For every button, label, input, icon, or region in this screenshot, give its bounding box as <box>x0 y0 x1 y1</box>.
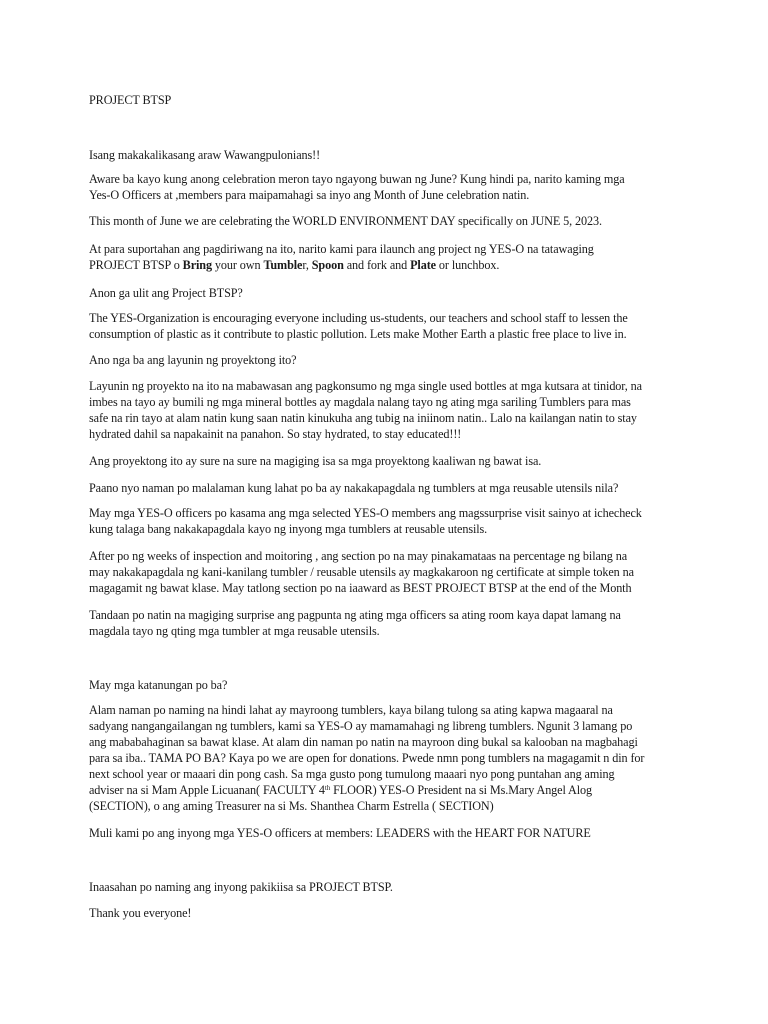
text-run: r, <box>302 258 312 272</box>
text-line: ang mababahaginan sa bawat klase. At alam din naman po natin na mayroon ding bukal sa kalooban na magbahagi <box>89 735 638 749</box>
text-run: your own <box>211 258 264 272</box>
document-title: PROJECT BTSP <box>89 93 172 107</box>
text-line: (SECTION), o ang aming Treasurer na si Ms. Shanthea Charm Estrella ( SECTION) <box>89 799 494 813</box>
text-line <box>89 258 679 274</box>
text-line: magagamit ng bawat klase. May tatlong section po na iaaward as BEST PROJECT BTSP at the end of the Month <box>89 581 632 595</box>
text-line: para sa iba.. TAMA PO BA? Kaya po we are open for donations. Pwede nmn pong tumblers na magagamit n din for <box>89 751 645 765</box>
text-line: consumption of plastic as it contribute to plastic pollution. Lets make Mother Earth a plastic free place to live in. <box>89 327 627 341</box>
text-line: hydrated dahil sa napakainit na panahon. So stay hydrated, to stay educated!!! <box>89 427 462 441</box>
bold-tumbler: Tumble <box>263 258 303 272</box>
text-line: magdala tayo ng qting mga tumbler at mga reusable utensils. <box>89 624 380 638</box>
text-line: Aware ba kayo kung anong celebration meron tayo ngayong buwan ng June? Kung hindi pa, narito kaming mga <box>89 172 625 186</box>
text-run: or lunchbox. <box>435 258 500 272</box>
bold-plate: Plate <box>410 258 436 272</box>
text-run: adviser na si Mam Apple Licuanan( FACULTY 4 <box>89 783 325 797</box>
bold-spoon: Spoon <box>311 258 344 272</box>
question-heading: Anon ga ulit ang Project BTSP? <box>89 286 243 300</box>
question-heading: May mga katanungan po ba? <box>89 678 228 692</box>
text-line: At para suportahan ang pagdiriwang na ito, narito kami para ilaunch ang project ng YES-O na tatawaging <box>89 242 594 256</box>
closing-line: Muli kami po ang inyong mga YES-O officers at members: LEADERS with the HEART FOR NATURE <box>89 826 591 840</box>
month-paragraph: This month of June we are celebrating the WORLD ENVIRONMENT DAY specifically on JUNE 5, 2023. <box>89 214 602 228</box>
text-line: next school year or maaari din pong cash. Sa mga gusto pong tumulong maaari nyo pong puntahan ang aming <box>89 767 615 781</box>
question-heading: Ano nga ba ang layunin ng proyektong ito? <box>89 353 297 367</box>
text-line: safe na rin tayo at alam natin kung saan natin kinukuha ang tubig na iniinom natin.. Lalo na kailangan natin to stay <box>89 411 637 425</box>
text-line: Tandaan po natin na magiging surprise ang pagpunta ng ating mga officers sa ating room kaya dapat lamang na <box>89 608 621 622</box>
greeting: Isang makakalikasang araw Wawangpulonians!! <box>89 148 321 162</box>
text-line: Alam naman po naming na hindi lahat ay mayroong tumblers, kaya bilang tulong sa ating kapwa magaaral na <box>89 703 613 717</box>
superscript: th <box>324 784 331 792</box>
text-line <box>89 783 679 799</box>
bold-bring: Bring <box>182 258 212 272</box>
text-run: PROJECT BTSP o <box>89 258 183 272</box>
text-line: imbes na tayo ay bumili ng mga mineral bottles ay magdala nalang tayo ng ating mga sariling Tumblers para mas <box>89 395 631 409</box>
text-line: After po ng weeks of inspection and moitoring , ang section po na may pinakamataas na percentage ng bilang na <box>89 549 628 563</box>
text-run: and fork and <box>343 258 411 272</box>
question-heading: Paano nyo naman po malalaman kung lahat po ba ay nakakapagdala ng tumblers at mga reusable utensils nila? <box>89 481 619 495</box>
text-line: Layunin ng proyekto na ito na mabawasan ang pagkonsumo ng mga single used bottles at mga kutsara at tinidor, na <box>89 379 642 393</box>
text-line: kung talaga bang nakakapagdala kayo ng inyong mga tumblers at reusable utensils. <box>89 522 488 536</box>
text-line: Yes-O Officers at ,members para maipamahagi sa inyo ang Month of June celebration natin. <box>89 188 530 202</box>
text-line: may nakakapagdala ng kani-kanilang tumbler / reusable utensils ay magkakaroon ng certificate at simple token na <box>89 565 634 579</box>
answer-paragraph: Ang proyektong ito ay sure na sure na magiging isa sa mga proyektong kaaliwan ng bawat isa. <box>89 454 542 468</box>
text-run: FLOOR) YES-O President na si Ms.Mary Angel Alog <box>330 783 593 797</box>
text-line: sadyang nangangailangan ng tumblers, kami sa YES-O ay mamamahagi ng libreng tumblers. Ngunit 3 lamang po <box>89 719 633 733</box>
text-line: May mga YES-O officers po kasama ang mga selected YES-O members ang magssurprise visit sainyo at ichecheck <box>89 506 642 520</box>
closing-line: Inaasahan po naming ang inyong pakikiisa sa PROJECT BTSP. <box>89 880 393 894</box>
thanks-line: Thank you everyone! <box>89 906 192 920</box>
text-line: The YES-Organization is encouraging everyone including us-students, our teachers and school staff to lessen the <box>89 311 628 325</box>
